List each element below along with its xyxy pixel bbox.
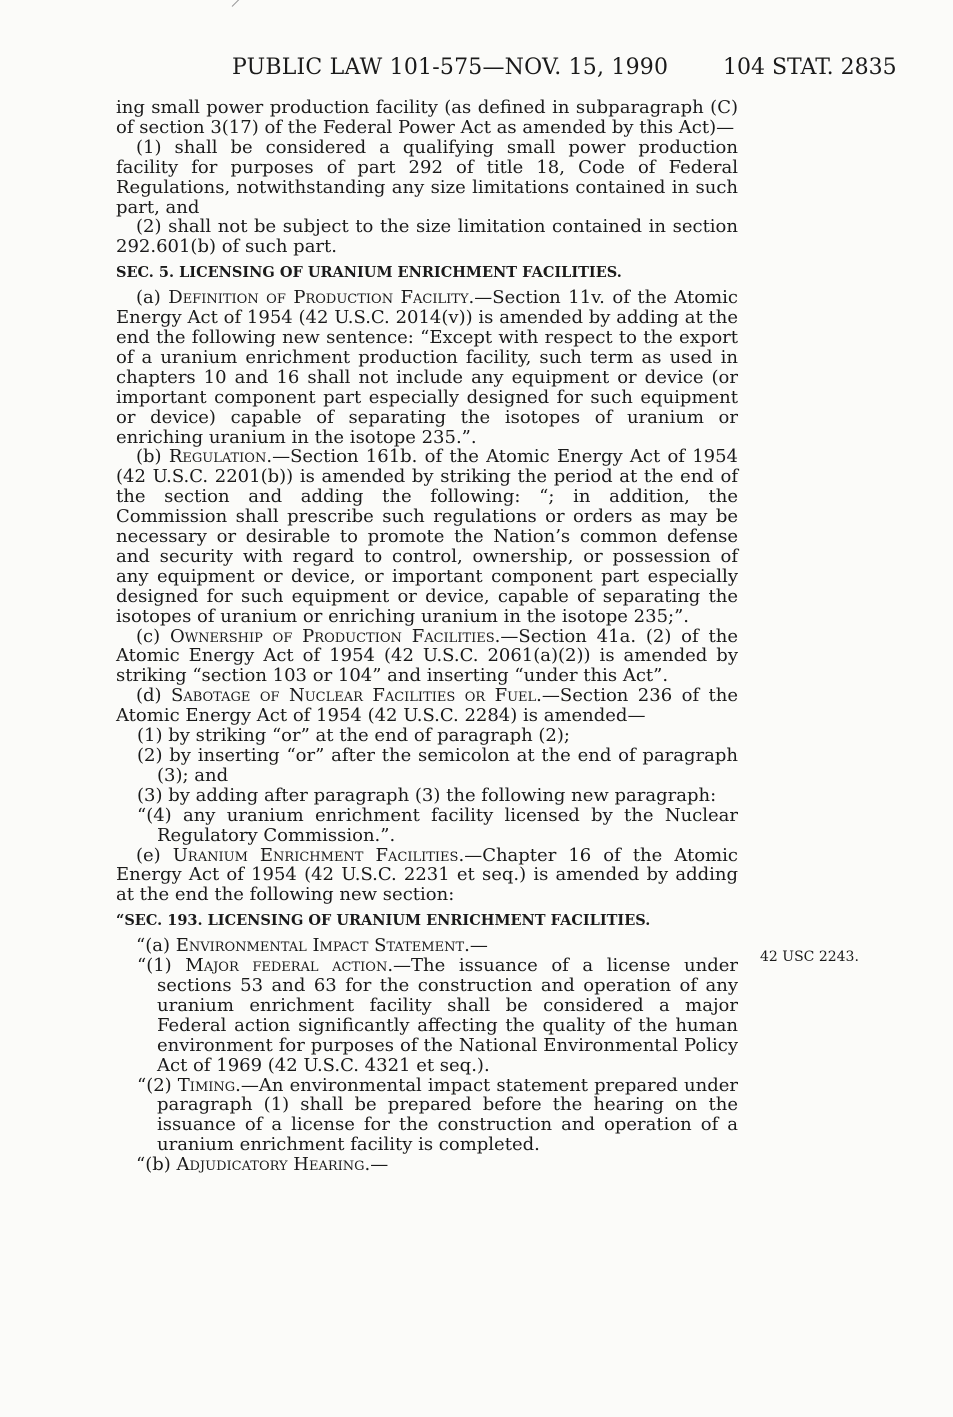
section-193-a1-text: —The issuance of a license under sections 53 and 63 for the construction and operation of any uranium enrichment facility shall be considered a major Federal action significantly affecting the quality of the human environment for purposes of the National Environmental Policy Act of 1969 (42 U.S.C. 4321 et seq.).: [157, 955, 738, 1076]
subsection-d-quoted-item-4: “(4) any uranium enrichment facility licensed by the Nuclear Regulatory Commission.”.: [137, 804, 738, 846]
section-193-heading: “SEC. 193. LICENSING OF URANIUM ENRICHMENT FACILITIES.: [116, 912, 651, 930]
subsection-b-lead: (b): [136, 446, 169, 468]
section-193-b-tail: —: [370, 1154, 389, 1176]
subsection-d: [116, 686, 738, 726]
section-5-heading: SEC. 5. LICENSING OF URANIUM ENRICHMENT FACILITIES.: [116, 264, 622, 282]
header-stat-page: 104 STAT. 2835: [723, 55, 897, 80]
subsection-a: [116, 288, 738, 447]
paragraph-continuation: ing small power production facility (as defined in subparagraph (C) of section 3(17) of the Federal Power Act as amended by this Act)—: [116, 97, 738, 138]
subsection-c-heading: Ownership of Production Facilities.: [169, 625, 501, 647]
subsection-e-lead: (e): [136, 844, 173, 866]
header-title: PUBLIC LAW 101-575—NOV. 15, 1990: [232, 55, 669, 80]
subsection-d-text: —Section 236 of the Atomic Energy Act of 1954 (42 U.S.C. 2284) is amended—: [116, 685, 739, 727]
section-193-b-heading: Adjudicatory Hearing.: [176, 1154, 371, 1176]
subsection-e-text: —Chapter 16 of the Atomic Energy Act of 1954 (42 U.S.C. 2231 et seq.) is amended by adding at the end the following new section:: [116, 844, 739, 906]
paragraph-item-1: (1) shall be considered a qualifying small power production facility for purposes of part 292 of title 18, Code of Federal Regulations, notwithstanding any size limitations contained in such part, and: [116, 136, 738, 218]
section-193-a-lead: “(a): [136, 935, 176, 957]
subsection-e-heading: Uranium Enrichment Facilities.: [172, 844, 465, 866]
subsection-d-item-2: (2) by inserting “or” after the semicolon at the end of paragraph (3); and: [137, 745, 738, 786]
section-193-a1-heading: Major federal action.: [185, 955, 394, 977]
subsection-d-item-3: (3) by adding after paragraph (3) the following new paragraph:: [137, 784, 717, 806]
section-193-a-tail: —: [469, 935, 488, 957]
subsection-d-item-1: (1) by striking “or” at the end of paragraph (2);: [137, 725, 570, 747]
section-193-subsection-b: [116, 1155, 738, 1175]
section-193-subsection-a: [116, 936, 738, 956]
subsection-c-lead: (c): [136, 625, 170, 647]
section-193-b-lead: “(b): [136, 1154, 177, 1176]
section-193-a2-heading: Timing.: [177, 1074, 241, 1096]
section-193-a2-lead: “(2): [137, 1074, 178, 1096]
paragraph-item-2: (2) shall not be subject to the size limitation contained in section 292.601(b) of such part.: [116, 216, 738, 258]
subsection-b-text: —Section 161b. of the Atomic Energy Act of 1954 (42 U.S.C. 2201(b)) is amended by striking the period at the end of the section and adding the following: “; in addition, the Commission shall prescribe such regulations or orders as may be necessary or desirable to promote the Nation’s common defense and security with regard to control, ownership, or possession of any equipment or device, or important component part especially designed for such equipment or device, capable of separating the isotopes of uranium or enriching uranium in the isotope 235;”.: [116, 446, 738, 627]
subsection-a-heading: Definition of Production Facility.: [168, 287, 475, 309]
subsection-b: [116, 447, 738, 626]
section-193-a-item-1: [116, 956, 738, 1075]
margin-citation: 42 USC 2243.: [760, 949, 859, 965]
section-193-a1-lead: “(1): [137, 955, 186, 977]
stray-pen-mark: [232, 0, 253, 7]
subsection-a-lead: (a): [136, 287, 169, 309]
subsection-a-text: —Section 11v. of the Atomic Energy Act of 1954 (42 U.S.C. 2014(v)) is amended by adding at the end the following new sentence: “Except with respect to the export of a uranium enrichment production facility, such term as used in chapters 10 and 16 shall not include any equipment or device (or important component part especially designed for such equipment or device) capable of separating the isotopes of uranium or enriching uranium in the isotope 235.”.: [116, 287, 738, 448]
subsection-c: [116, 627, 738, 687]
section-193-a-item-2: [116, 1076, 738, 1156]
subsection-d-lead: (d): [136, 685, 172, 707]
section-193-a2-text: —An environmental impact statement prepared under paragraph (1) shall be prepared before the hearing on the issuance of a license for the construction and operation of a uranium enrichment facility is completed.: [157, 1074, 738, 1156]
subsection-e: [116, 846, 738, 906]
subsection-d-heading: Sabotage of Nuclear Facilities or Fuel.: [171, 685, 542, 707]
subsection-c-text: —Section 41a. (2) of the Atomic Energy Act of 1954 (42 U.S.C. 2061(a)(2)) is amended by striking “section 103 or 104” and inserting “under this Act”.: [116, 625, 738, 687]
subsection-b-heading: Regulation.: [168, 446, 273, 468]
section-193-a-heading: Environmental Impact Statement.: [175, 935, 470, 957]
law-text: [116, 98, 738, 1175]
